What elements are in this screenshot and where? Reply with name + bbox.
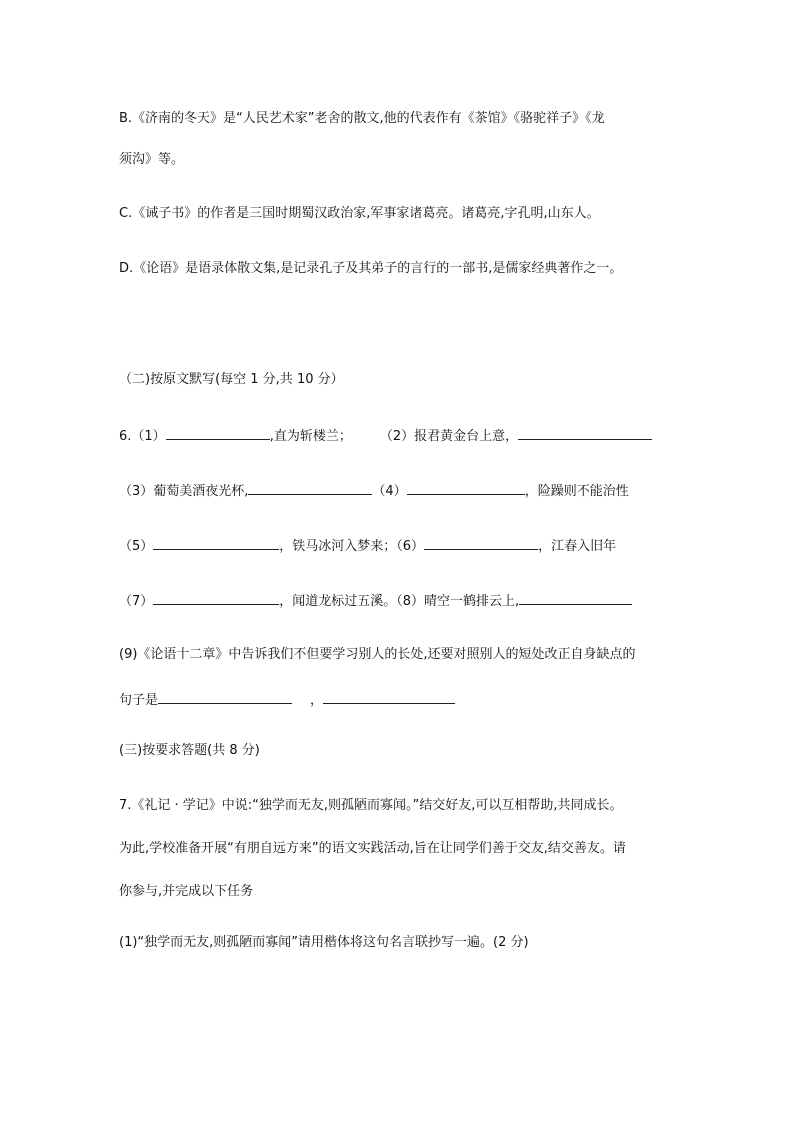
- option-d: D.《论语》是语录体散文集,是记录孔子及其弟子的言行的一部书,是儒家经典著作之一。: [119, 261, 623, 276]
- q6-row-3: [119, 536, 616, 556]
- blank-2[interactable]: [518, 426, 652, 440]
- q6-r6-comma: ，: [310, 693, 324, 708]
- q6-row-5: (9)《论语十二章》中告诉我们不但要学习别人的长处,还要对照别人的短处改正自身缺点的: [119, 647, 636, 662]
- q6-row-1: [119, 426, 652, 446]
- q6-r6-label: 句子是: [119, 693, 159, 708]
- q6-r3-text-2: ，江春入旧年: [538, 539, 617, 554]
- blank-8[interactable]: [519, 591, 632, 605]
- q7-subquestion-1: (1)“独学而无友,则孤陋而寡闻”请用楷体将这句名言联抄写一遍。(2 分): [119, 935, 529, 950]
- blank-4[interactable]: [407, 481, 525, 495]
- blank-10[interactable]: [323, 690, 455, 704]
- q7-line-2: 为此,学校准备开展“有朋自远方来”的语文实践活动,旨在让同学们善于交友,结交善友。请: [119, 841, 626, 856]
- q6-r4-label: （7）: [119, 594, 154, 609]
- q7-line-3: 你参与,并完成以下任务: [119, 884, 254, 899]
- blank-5[interactable]: [153, 536, 279, 550]
- q6-row-2: [119, 481, 629, 501]
- q6-r1-label: 6.（1）: [119, 429, 166, 444]
- option-c: C.《诫子书》的作者是三国时期蜀汉政治家,军事家诸葛亮。诸葛亮,字孔明,山东人。: [119, 206, 600, 221]
- q6-row-4: [119, 591, 632, 611]
- q6-r3-text: ，铁马冰河入梦来；（6）: [279, 539, 425, 554]
- option-b-line-2: 须沟》等。: [119, 152, 185, 167]
- blank-6[interactable]: [424, 536, 538, 550]
- q6-r1-text: ,直为斩楼兰；: [269, 429, 352, 444]
- blank-3[interactable]: [248, 481, 372, 495]
- q6-r2-text-2: ，险躁则不能治性: [524, 484, 629, 499]
- q6-row-6: [119, 690, 455, 710]
- q6-r2-text: （3）葡萄美酒夜光杯,: [119, 484, 249, 499]
- blank-1[interactable]: [166, 426, 270, 440]
- blank-9[interactable]: [158, 690, 292, 704]
- blank-7[interactable]: [153, 591, 279, 605]
- section-3-heading: (三)按要求答题(共 8 分): [119, 743, 260, 758]
- q6-r1-text-2: （2）报君黄金台上意，: [379, 429, 519, 444]
- q6-r3-label: （5）: [119, 539, 154, 554]
- section-2-heading: （二)按原文默写(每空 1 分,共 10 分）: [119, 372, 344, 387]
- q6-r2-label: （4）: [372, 484, 407, 499]
- option-b-line-1: B.《济南的冬天》是“人民艺术家”老舍的散文,他的代表作有《茶馆》《骆驼祥子》《龙: [119, 111, 605, 126]
- q6-r4-text: ，闻道龙标过五溪。（8）晴空一鹤排云上,: [279, 594, 520, 609]
- q7-line-1: 7.《礼记 · 学记》中说:“独学而无友,则孤陋而寡闻。”结交好友,可以互相帮助,共同成长。: [119, 798, 623, 813]
